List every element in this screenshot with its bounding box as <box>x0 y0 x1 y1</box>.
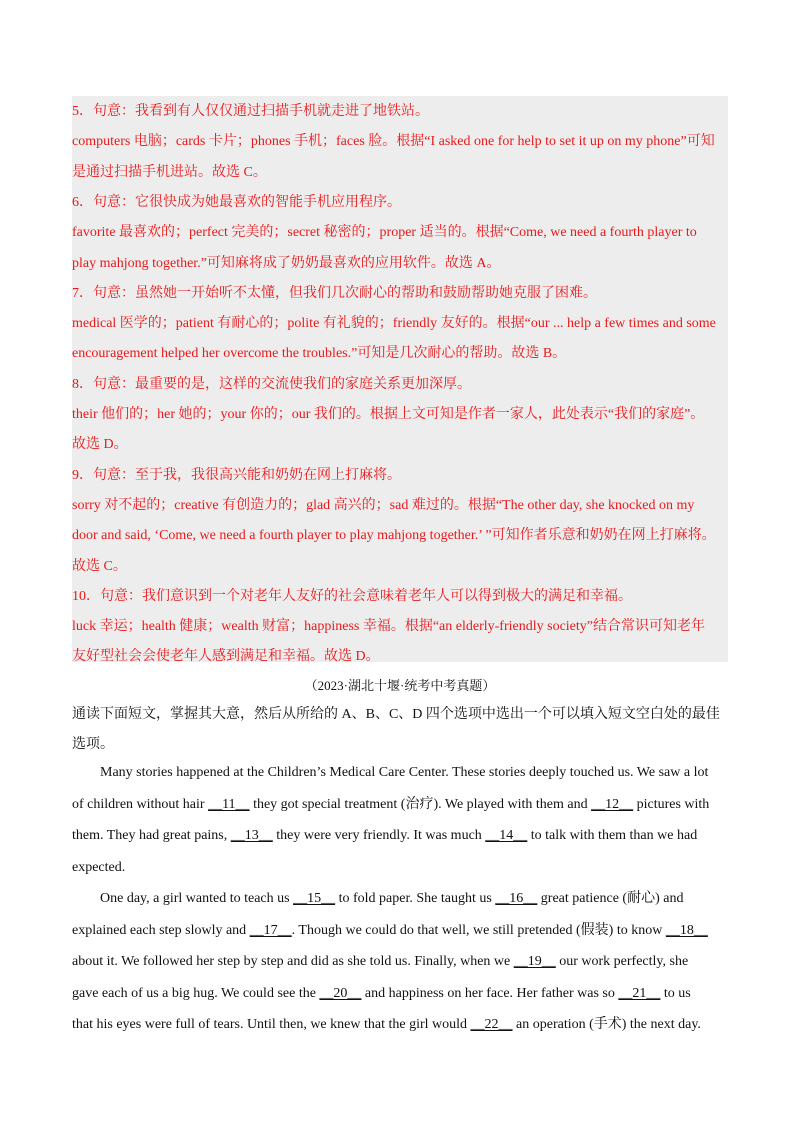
passage-text: they got special treatment (治疗). We played with them and <box>249 796 592 812</box>
cloze-blank: __20__ <box>319 985 362 1001</box>
answer-line: luck 幸运；health 健康；wealth 财富；happiness 幸福。根据“an elderly-friendly society”结合常识可知老年 <box>72 619 705 635</box>
passage-line <box>72 857 728 879</box>
cloze-blank: __15__ <box>293 891 336 906</box>
answer-line: play mahjong together.”可知麻将成了奶奶最喜欢的应用软件。故选 A。 <box>72 255 501 271</box>
answer-line: 8．句意：最重要的是，这样的交流使我们的家庭关系更加深厚。 <box>72 376 471 392</box>
passage-text: them. They had great pains, <box>72 828 231 843</box>
cloze-blank: __21__ <box>618 985 661 1001</box>
answer-line: 5．句意：我看到有人仅仅通过扫描手机就走进了地铁站。 <box>72 104 429 119</box>
passage-text: to talk with them than we had <box>527 828 698 843</box>
cloze-blank: __13__ <box>230 828 273 843</box>
answer-line: 友好型社会会使老年人感到满足和幸福。故选 D。 <box>72 649 380 665</box>
passage-line <box>72 951 728 973</box>
answer-line: 10．句意：我们意识到一个对老年人友好的社会意味着老年人可以得到极大的满足和幸福。 <box>72 588 632 604</box>
passage-text: expected. <box>72 859 126 875</box>
answer-line: favorite 最喜欢的；perfect 完美的；secret 秘密的；proper 适当的。根据“Come, we need a fourth player to <box>72 225 697 241</box>
answer-line: 故选 C。 <box>72 558 127 574</box>
passage-text: to us <box>660 985 691 1001</box>
answer-explanations-box <box>72 96 728 665</box>
exam-source: （2023·湖北十堰·统考中考真题） <box>304 678 496 693</box>
passage-line <box>72 794 728 816</box>
answer-line: computers 电脑；cards 卡片；phones 手机；faces 脸。根据“I asked one for help to set it up on my phone”可知 <box>72 134 715 150</box>
answer-line: 6．句意：它很快成为她最喜欢的智能手机应用程序。 <box>72 194 401 210</box>
passage-line <box>72 983 728 1005</box>
passage-text: One day, a girl wanted to teach us <box>100 891 294 906</box>
cloze-blank: __11__ <box>208 796 250 812</box>
cloze-blank: __18__ <box>665 922 708 938</box>
cloze-blank: __17__ <box>249 922 292 938</box>
cloze-blank: __12__ <box>591 796 634 812</box>
passage-text: they were very friendly. It was much <box>272 828 486 843</box>
answer-line: sorry 对不起的；creative 有创造力的；glad 高兴的；sad 难过的。根据“The other day, she knocked on my <box>72 497 695 513</box>
passage-line <box>72 1014 728 1036</box>
answer-line: 7．句意：虽然她一开始听不太懂，但我们几次耐心的帮助和鼓励帮助她克服了困难。 <box>72 285 597 301</box>
passage-text: our work perfectly, she <box>555 954 689 969</box>
passage-text: gave each of us a big hug. We could see the <box>72 985 320 1001</box>
answer-line: 是通过扫描手机进站。故选 C。 <box>72 164 267 180</box>
passage-text: and happiness on her face. Her father was so <box>361 985 619 1001</box>
passage-text: an operation (手术) the next day. <box>512 1017 701 1032</box>
cloze-blank: __14__ <box>485 828 528 843</box>
passage-text: Many stories happened at the Children’s Medical Care Center. These stories deeply touched us. We saw a lot <box>100 765 709 780</box>
passage-text: great patience (耐心) and <box>537 891 684 906</box>
passage-text: . Though we could do that well, we still pretended (假装) to know <box>291 922 666 938</box>
passage-text: explained each step slowly and <box>72 922 250 938</box>
answer-line: 9．句意：至于我，我很高兴能和奶奶在网上打麻将。 <box>72 467 401 483</box>
instruction-line: 选项。 <box>72 737 114 752</box>
passage-text: about it. We followed her step by step and did as she told us. Finally, when we <box>72 954 514 969</box>
cloze-blank: __16__ <box>495 891 538 906</box>
answer-line: encouragement helped her overcome the troubles.”可知是几次耐心的帮助。故选 B。 <box>72 346 567 362</box>
answer-line: medical 医学的；patient 有耐心的；polite 有礼貌的；friendly 友好的。根据“our ... help a few times and some <box>72 316 716 332</box>
answer-line: door and said, ‘Come, we need a fourth player to play mahjong together.’ ”可知作者乐意和奶奶在网上打麻将。 <box>72 528 716 544</box>
instruction-line: 通读下面短文，掌握其大意，然后从所给的 A、B、C、D 四个选项中选出一个可以填入短文空白处的最佳 <box>72 707 720 722</box>
cloze-blank: __19__ <box>513 954 556 969</box>
passage-text: pictures with <box>633 796 710 812</box>
answer-line: their 他们的；her 她的；your 你的；our 我们的。根据上文可知是作者一家人，此处表示“我们的家庭”。 <box>72 407 705 422</box>
answer-line: 故选 D。 <box>72 437 128 453</box>
cloze-blank: __22__ <box>470 1017 513 1032</box>
passage-line <box>100 762 728 784</box>
passage-line <box>100 888 728 910</box>
passage-line <box>72 825 728 847</box>
passage-text: to fold paper. She taught us <box>335 891 496 906</box>
passage-text: that his eyes were full of tears. Until then, we knew that the girl would <box>72 1017 471 1032</box>
passage-text: of children without hair <box>72 796 209 812</box>
passage-line <box>72 920 728 942</box>
